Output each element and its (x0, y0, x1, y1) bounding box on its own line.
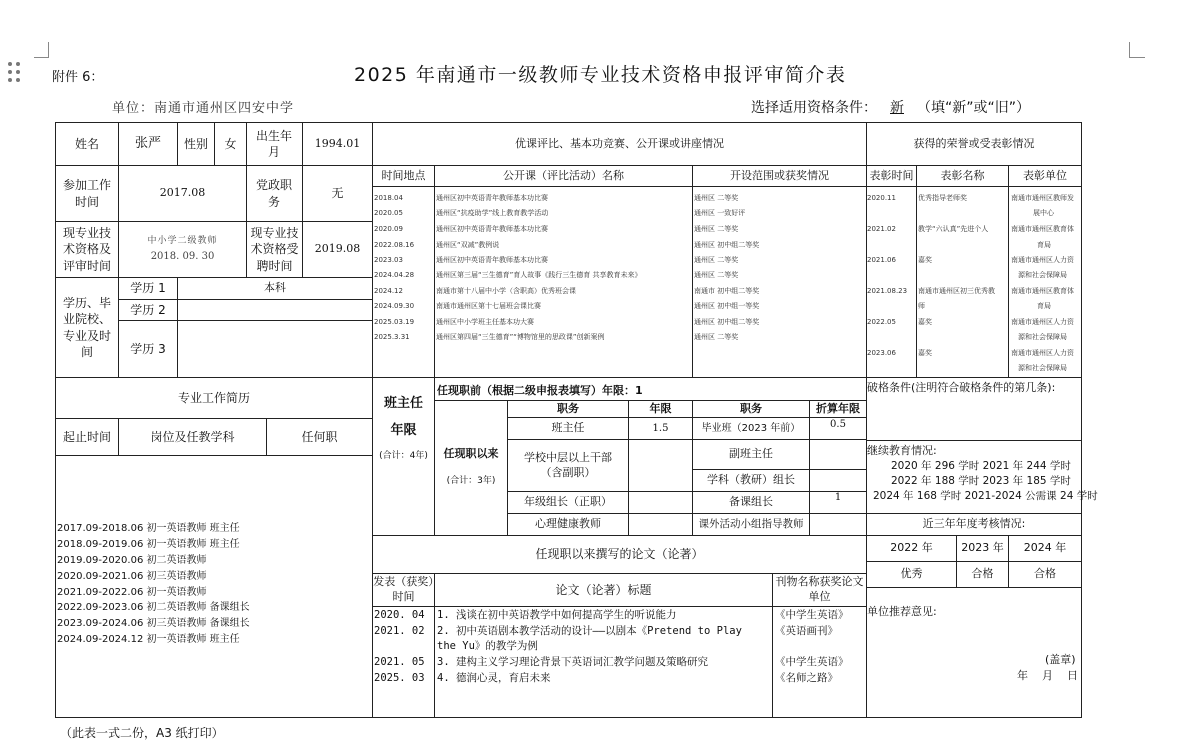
paper-time: 2021. 05 (374, 656, 425, 668)
honor-unit: 南通市通州区人力资 (1011, 256, 1074, 264)
recommend-date: 年 月 日 (1017, 669, 1078, 682)
list-item: 2024.09-2024.12 初一英语教师 班主任 (57, 634, 240, 645)
ht-duty2: 学科（教研）组长 (707, 473, 795, 487)
comp-name: 通州区“双减”教例说 (436, 241, 500, 249)
condition-prefix: 选择适用资格条件： (751, 100, 877, 116)
party-label: 党政职务 (256, 178, 293, 209)
ht-col-conv: 折算年限 (816, 401, 860, 415)
paper-title: 3. 建构主义学习理论背景下英语词汇教学问题及策略研究 (437, 656, 708, 668)
honor-time: 2021.06 (867, 256, 896, 264)
paper-title-cont: the Yu》的教学为例 (437, 640, 538, 652)
honor-unit: 展中心 (1033, 209, 1054, 217)
page-corner-mark (1130, 57, 1145, 58)
headteacher-total: (合计：4年) (379, 451, 428, 461)
education-label: 继续教育情况: (867, 444, 937, 457)
comp-col-time: 时间地点 (381, 168, 426, 182)
honor-unit: 源和社会保障局 (1018, 364, 1067, 372)
headteacher-since-label: 任现职以来 (443, 447, 499, 460)
headteacher-title-line2: 年限 (390, 423, 417, 438)
paper-time: 2025. 03 (374, 672, 425, 684)
honor-time: 2021.02 (867, 225, 896, 233)
honor-time: 2020.11 (867, 194, 896, 202)
post-value: 2019.08 (314, 242, 361, 256)
honor-unit: 南通市通州区人力资 (1011, 318, 1074, 326)
work-start-value: 2017.08 (159, 186, 206, 200)
honor-unit: 源和社会保障局 (1018, 271, 1067, 279)
comp-time: 2025.03.19 (374, 318, 415, 326)
papers-col-title: 论文（论著）标题 (555, 582, 652, 597)
comp-time: 2020.05 (374, 209, 403, 217)
ht-duty2: 毕业班（2023 年前） (701, 422, 801, 434)
honor-name: 嘉奖 (918, 318, 932, 326)
footer-note: （此表一式二份，A3 纸打印） (60, 726, 224, 740)
honor-unit: 南通市通州区教师发 (1011, 194, 1074, 202)
assessment-year-2022: 2022 年 (890, 541, 933, 555)
assessment-year-2023: 2023 年 (961, 541, 1004, 555)
work-col-duty: 任何职 (301, 429, 338, 444)
papers-col-time: 发表（获奖）时间 (373, 575, 434, 603)
page-corner-mark (34, 57, 49, 58)
comp-name: 通州区第三届“三生德育”育人故事《践行三生德育 共享教育未来》 (436, 271, 642, 279)
recommend-seal: (盖章) (1045, 653, 1076, 666)
qualification-value (119, 222, 246, 277)
comp-name: 通州区第四届“三生德育”“博物馆里的思政课”创新案例 (436, 333, 605, 341)
headteacher-title-line1: 班主任 (383, 396, 423, 411)
name-label: 姓名 (74, 136, 99, 151)
honor-name: 嘉奖 (918, 256, 932, 264)
assessment-label: 近三年年度考核情况: (922, 517, 1026, 531)
headteacher-since (435, 445, 507, 486)
list-item: 2019.09-2020.06 初二英语教师 (57, 555, 207, 566)
page-corner-mark (1129, 42, 1130, 58)
condition-line (751, 97, 1030, 117)
comp-scope: 南通市 初中组二等奖 (694, 287, 760, 295)
comp-name: 通州区初中英语青年教师基本功比赛 (436, 194, 548, 202)
paper-title: 2. 初中英语剧本教学活动的设计——以剧本《Pretend to Play (437, 625, 742, 637)
comp-time: 2024.12 (374, 287, 403, 295)
comp-scope: 通州区 二等奖 (694, 194, 739, 202)
headteacher-title (373, 392, 434, 461)
ht-duty: 学校中层以上干部（含副职） (524, 450, 612, 479)
work-col-time: 起止时间 (62, 429, 111, 444)
ht-duty2: 备课组长 (729, 495, 773, 509)
list-item: 2017.09-2018.06 初一英语教师 班主任 (57, 523, 240, 534)
list-item: 2023.09-2024.06 初三英语教师 备课组长 (57, 618, 250, 629)
comp-time: 2023.03 (374, 256, 403, 264)
honor-time: 2021.08.23 (867, 287, 908, 295)
assessment-year-2024: 2024 年 (1023, 541, 1067, 555)
honor-name: 教学“六认真”先进个人 (918, 225, 989, 233)
work-history-title: 专业工作简历 (177, 390, 250, 405)
post-label: 现专业技术资格受聘时间 (250, 226, 299, 273)
comp-name: 通州区初中英语青年教师基本功比赛 (436, 225, 548, 233)
papers-title: 任现职以来撰写的论文（论著） (535, 547, 704, 562)
ht-col-duty2: 职务 (740, 401, 762, 415)
comp-time: 2025.3.31 (374, 333, 410, 341)
ht-duty: 班主任 (551, 421, 585, 435)
breakthrough-label: 破格条件(注明符合破格条件的第几条): (867, 381, 1056, 394)
list-item: 2021.09-2022.06 初一英语教师 (57, 587, 207, 598)
comp-name: 通州区“抗疫助学”线上教育教学活动 (436, 209, 549, 217)
comp-col-scope: 开设范围或获奖情况 (730, 168, 829, 182)
comp-scope: 通州区 初中组一等奖 (694, 302, 760, 310)
comp-time: 2020.09 (374, 225, 403, 233)
education-line2: 2022 年 188 学时 2023 年 185 学时 (891, 475, 1071, 487)
honor-unit: 南通市通州区教育体 (1011, 287, 1074, 295)
comp-name: 南通市通州区第十七届班会课比赛 (436, 302, 541, 310)
condition-value[interactable]: 新 (890, 100, 904, 116)
work-col-post: 岗位及任教学科 (150, 429, 235, 444)
education-line1: 2020 年 296 学时 2021 年 244 学时 (891, 460, 1071, 472)
honors-title: 获得的荣誉或受表彰情况 (913, 136, 1035, 150)
ht-col-years: 年限 (649, 401, 672, 415)
edu-2-label: 学历 2 (130, 302, 166, 317)
comp-name: 通州区初中英语青年教师基本功比赛 (436, 256, 548, 264)
comp-scope: 通州区 二等奖 (694, 256, 739, 264)
ht-conv: 0.5 (830, 418, 846, 430)
paper-time: 2021. 02 (374, 625, 425, 637)
honor-unit: 南通市通州区人力资 (1011, 349, 1074, 357)
honor-name: 师 (918, 302, 925, 310)
education-label: 学历、毕业院校、专业及时间 (62, 296, 111, 359)
assessment-result-2022: 优秀 (900, 567, 923, 581)
gender-label: 性别 (183, 136, 208, 151)
comp-name: 南通市第十八届中小学（含职高）优秀班会课 (436, 287, 576, 295)
ht-col-duty: 职务 (557, 401, 579, 415)
page-title: 2025 年南通市一级教师专业技术资格申报评审简介表 (354, 64, 847, 86)
condition-suffix: （填“新”或“旧”） (917, 100, 1031, 116)
paper-title: 4. 德润心灵，育启未来 (437, 672, 551, 684)
honor-unit: 育局 (1037, 241, 1051, 249)
ht-years: 1.5 (652, 422, 669, 434)
paper-pub: 《中学生英语》 (775, 609, 849, 621)
edu-2-value (178, 300, 372, 320)
recommend-label: 单位推荐意见: (867, 605, 937, 618)
ht-conv (810, 440, 866, 469)
honor-name: 嘉奖 (918, 349, 932, 357)
assessment-result-2023: 合格 (971, 567, 994, 581)
paper-pub: 《名师之路》 (775, 672, 838, 684)
comp-scope: 通州区 二等奖 (694, 271, 739, 279)
list-item: 2022.09-2023.06 初二英语教师 备课组长 (57, 602, 250, 613)
gender-value: 女 (224, 136, 237, 151)
paper-time: 2020. 04 (374, 609, 425, 621)
comp-time: 2018.04 (374, 194, 403, 202)
unit-label: 单位：南通市通州区四安中学 (112, 101, 295, 116)
comp-scope: 通州区 一致好评 (694, 209, 746, 217)
qualification-date: 2018. 09. 30 (150, 251, 215, 263)
attachment-label: 附件 6： (52, 70, 104, 85)
ht-duty2: 课外活动小组指导教师 (698, 518, 804, 531)
ht-duty2: 副班主任 (729, 447, 773, 461)
page-corner-mark (48, 42, 49, 58)
ht-conv: 1 (834, 491, 842, 503)
honor-time: 2022.05 (867, 318, 896, 326)
honor-col-name: 表彰名称 (940, 168, 985, 182)
edu-3-value (178, 321, 372, 377)
comp-scope: 通州区 初中组二等奖 (694, 241, 760, 249)
honor-name: 南通市通州区初三优秀教 (918, 287, 995, 295)
comp-name: 通州区中小学班主任基本功大赛 (436, 318, 534, 326)
comp-time: 2022.08.16 (374, 241, 415, 249)
paper-title: 1. 浅谈在初中英语教学中如何提高学生的听说能力 (437, 609, 677, 621)
paper-pub: 《英语画刊》 (775, 625, 838, 637)
assessment-result-2024: 合格 (1034, 567, 1056, 581)
list-item: 2018.09-2019.06 初一英语教师 班主任 (57, 539, 240, 550)
comp-time: 2024.09.30 (374, 302, 415, 310)
honor-col-unit: 表彰单位 (1023, 168, 1067, 182)
comp-scope: 通州区 二等奖 (694, 225, 739, 233)
comp-scope: 通州区 二等奖 (694, 333, 739, 341)
honor-time: 2023.06 (867, 349, 896, 357)
edu-1-label: 学历 1 (130, 281, 166, 296)
paper-pub: 《中学生英语》 (775, 656, 849, 668)
honor-unit: 育局 (1037, 302, 1051, 310)
party-value: 无 (331, 186, 344, 201)
honor-unit: 南通市通州区教育体 (1011, 225, 1074, 233)
honor-col-time: 表彰时间 (869, 168, 914, 182)
ht-duty: 心理健康教师 (535, 517, 601, 531)
birth-value: 1994.01 (314, 136, 361, 150)
competitions-title: 优课评比、基本功竞赛、公开课或讲座情况 (515, 136, 724, 150)
edu-3-label: 学历 3 (130, 341, 166, 356)
work-start-label: 参加工作时间 (62, 178, 111, 209)
name-value: 张严 (134, 136, 161, 152)
comp-time: 2024.04.28 (374, 271, 415, 279)
honor-name: 优秀指导老师奖 (918, 194, 967, 202)
honor-unit: 源和社会保障局 (1018, 333, 1067, 341)
headteacher-before: 任现职前（根据二级申报表填写）年限：1 (437, 384, 643, 397)
ht-duty: 年级组长（正职） (524, 495, 612, 509)
list-item: 2020.09-2021.06 初三英语教师 (57, 571, 207, 582)
headteacher-since-total: (合计：3年) (446, 476, 496, 486)
drag-handle-icon[interactable] (8, 62, 22, 84)
papers-col-pub: 刊物名称获奖论文单位 (775, 575, 864, 603)
birth-label: 出生年月 (256, 128, 293, 159)
qualification-label: 现专业技术资格及评审时间 (62, 226, 111, 273)
comp-col-name: 公开课（评比活动）名称 (503, 168, 624, 182)
education-line3: 2024 年 168 学时 2021-2024 公需课 24 学时 (873, 490, 1098, 502)
comp-scope: 通州区 初中组二等奖 (694, 318, 760, 326)
qualification-name: 中小学二级教师 (147, 236, 218, 247)
edu-1-value: 本科 (264, 281, 286, 295)
